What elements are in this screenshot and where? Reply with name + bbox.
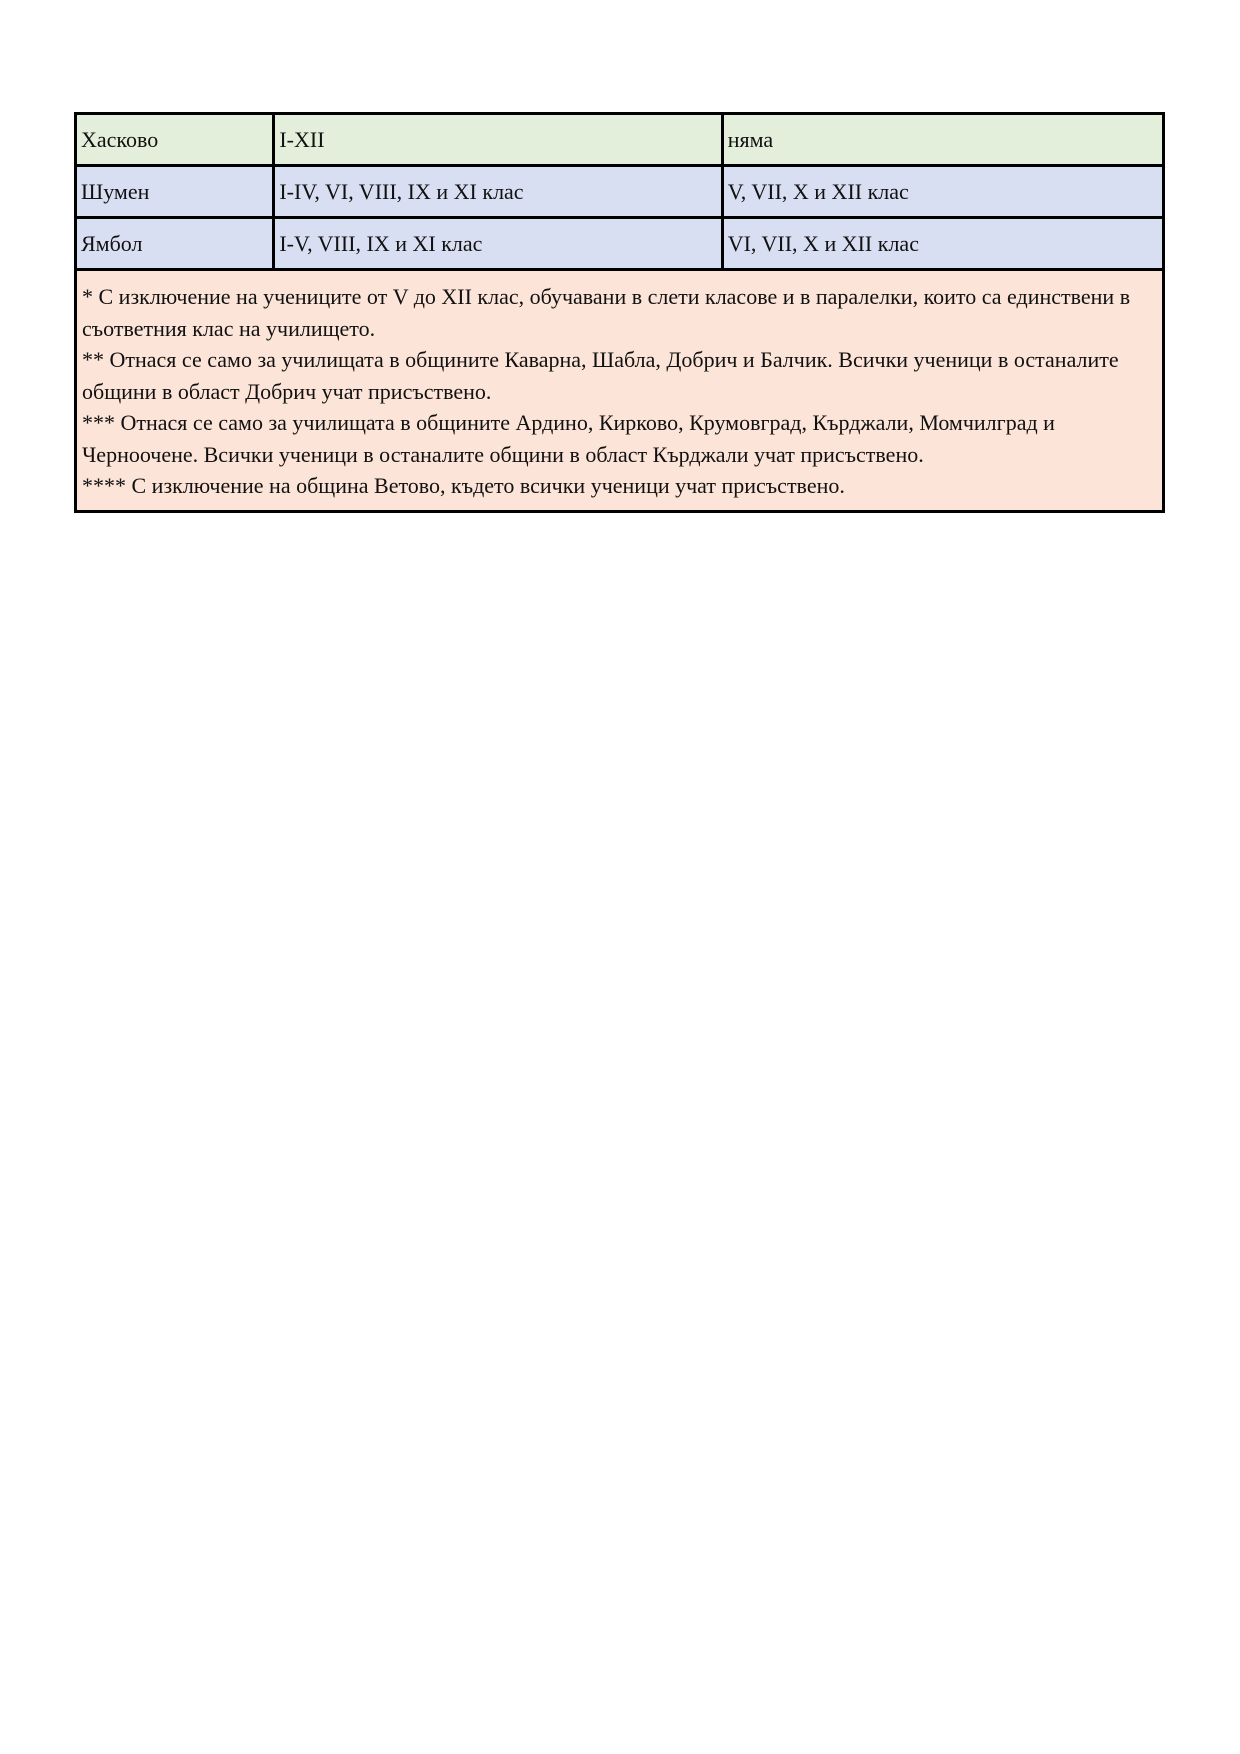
footnote-3: *** Отнася се само за училищата в общините Ардино, Кирково, Крумовград, Кърджали, Момчилград и Черноочене. Всички ученици в останалите общини в област Кърджали учат присъствено. [82, 410, 1055, 467]
regions-table [74, 112, 1165, 513]
remote-cell: няма [722, 114, 1163, 166]
in-person-cell: I-V, VIII, IX и XI клас [274, 218, 722, 270]
remote-cell: V, VII, X и XII клас [722, 166, 1163, 218]
region-cell: Хасково [76, 114, 274, 166]
table-row-yambol [76, 218, 1164, 270]
remote-cell: VI, VII, X и XII клас [722, 218, 1163, 270]
footnote-4: **** С изключение на община Ветово, където всички ученици учат присъствено. [82, 473, 845, 498]
footnote-1: * С изключение на учениците от V до XII клас, обучавани в слети класове и в паралелки, които са единствени в съответния клас на училището. [82, 284, 1131, 341]
table-row-shumen [76, 166, 1164, 218]
footnotes-cell [76, 270, 1164, 512]
footnote-2: ** Отнася се само за училищата в общините Каварна, Шабла, Добрич и Балчик. Всички ученици в останалите общини в област Добрич учат присъствено. [82, 347, 1119, 404]
in-person-cell: I-IV, VI, VIII, IX и XI клас [274, 166, 722, 218]
table-row-haskovo [76, 114, 1164, 166]
in-person-cell: I-XII [274, 114, 722, 166]
region-cell: Ямбол [76, 218, 274, 270]
region-cell: Шумен [76, 166, 274, 218]
notes-row [76, 270, 1164, 512]
